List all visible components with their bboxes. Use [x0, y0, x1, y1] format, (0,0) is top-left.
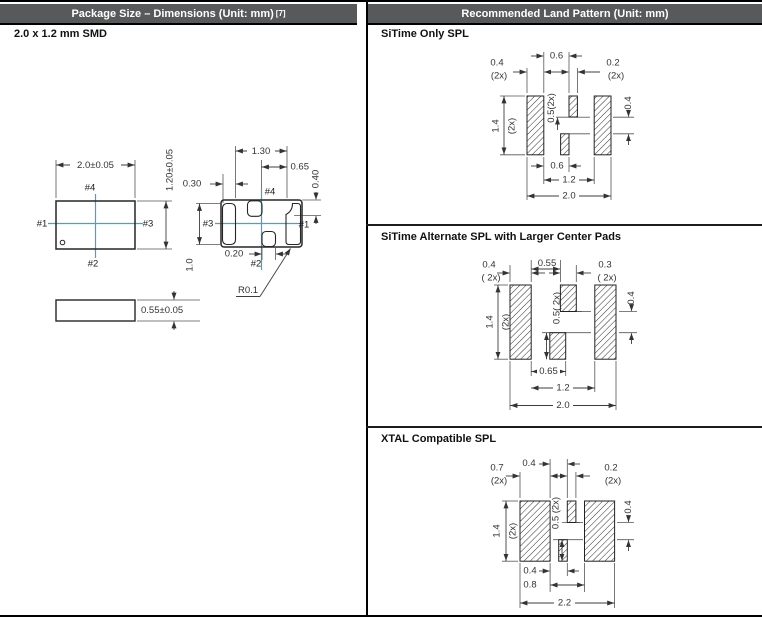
top-view-pin-bottom: #2	[87, 258, 99, 270]
p1-center-pad-width-dim: 0.2	[606, 57, 620, 69]
p3-inner-pitch-dim: 0.8	[523, 579, 537, 591]
p2-inner-span-dim: 1.2	[556, 382, 570, 394]
package-bottom-view	[183, 146, 322, 297]
top-view-pin-top: #4	[84, 182, 96, 194]
p3-bottom-offset-dim: 0.4	[523, 565, 537, 577]
land-pattern-drawings	[368, 42, 762, 617]
bottom-view-center-pad-width-dim: 0.20	[224, 248, 244, 260]
p2-pad-height-qty: (2x)	[500, 313, 512, 331]
left-column-header	[0, 4, 357, 25]
p2-center-pad-height-dim: 0.5( 2x)	[551, 291, 563, 325]
p1-outer-pad-width-qty: (2x)	[490, 70, 508, 82]
bottom-view-side-pad-width-dim: 0.30	[182, 178, 202, 190]
bottom-view-pin-top: #4	[264, 186, 276, 198]
left-header-footnote: [7]	[275, 9, 286, 18]
p2-pad-height-dim: 1.4	[484, 315, 496, 329]
bottom-view-pin-right: #1	[298, 219, 310, 231]
p2-outer-pad-width-dim: 0.4	[482, 259, 496, 271]
pad-4	[248, 201, 263, 217]
p1-bottom-offset-dim: 0.6	[550, 160, 564, 172]
p2-bottom-offset-dim: 0.65	[539, 366, 558, 377]
p3-top-offset-dim: 0.4	[522, 458, 536, 469]
top-view-width-dim: 2.0±0.05	[77, 159, 114, 171]
top-view-pin-right: #3	[142, 218, 154, 230]
p3-outer-pad-width-dim: 0.7	[490, 462, 504, 474]
bottom-view-side-pad-length-dim: 1.0	[184, 258, 196, 272]
land-pattern-1	[490, 51, 634, 202]
side-view-thickness-dim: 0.55±0.05	[141, 305, 184, 316]
p1-inner-span-dim: 1.2	[562, 174, 576, 186]
package-side-view	[56, 291, 200, 330]
p1-center-pad-width-qty: (2x)	[607, 70, 625, 82]
p1-center-pad-height-dim: 0.5(2x)	[546, 93, 557, 123]
pad-2	[262, 232, 276, 247]
land-pattern-3	[490, 458, 634, 609]
package-dimension-drawing	[0, 122, 367, 362]
p3-pad-height-qty: (2x)	[507, 522, 519, 540]
package-top-view	[37, 149, 176, 270]
right-header-title: Recommended Land Pattern (Unit: mm)	[461, 7, 669, 20]
left-header-title: Package Size – Dimensions (Unit: mm)	[71, 7, 274, 20]
p1-top-offset-dim: 0.6	[549, 50, 564, 62]
p1-pad-height-dim: 1.4	[490, 119, 502, 133]
top-view-pin-left: #1	[36, 218, 48, 230]
p3-center-pad-width-dim: 0.2	[604, 462, 618, 474]
p1-center-gap-dim: 0.4	[623, 96, 634, 110]
package-size-label: 2.0 x 1.2 mm SMD	[14, 28, 107, 40]
p2-center-pad-width-qty: ( 2x)	[597, 272, 617, 284]
land-pattern-title-1: SiTime Only SPL	[381, 28, 469, 40]
top-view-height-dim: 1.20±0.05	[164, 148, 176, 192]
right-column-header	[368, 4, 762, 25]
p3-center-pad-width-qty: (2x)	[604, 475, 622, 487]
p2-center-pad-width-dim: 0.3	[598, 259, 612, 271]
bottom-view-pin-left: #3	[202, 218, 214, 230]
p2-total-width-dim: 2.0	[556, 400, 570, 411]
p3-pad-height-dim: 1.4	[491, 524, 503, 538]
p2-center-gap-dim: 0.4	[626, 291, 637, 305]
bottom-view-corner-radius-dim: R0.1	[237, 285, 259, 296]
p3-center-pad-height-dim: 0.5 (2x)	[550, 496, 562, 530]
bottom-view-pad-span-dim: 1.30	[251, 145, 271, 157]
p3-outer-pad-width-qty: (2x)	[490, 475, 508, 487]
bottom-view-pin-bottom: #2	[250, 258, 262, 270]
p2-top-offset-dim: 0.55	[537, 258, 557, 269]
p1-pad-height-qty: (2x)	[506, 117, 518, 135]
p1-total-width-dim: 2.0	[562, 190, 576, 202]
p3-center-gap-dim: 0.4	[623, 500, 634, 514]
land-pattern-title-3: XTAL Compatible SPL	[381, 433, 497, 445]
land-pattern-title-2: SiTime Alternate SPL with Larger Center Pads	[381, 231, 622, 243]
bottom-view-center-to-pad-dim: 0.65	[290, 161, 309, 173]
bottom-view-corner-pad-dim: 0.40	[310, 169, 322, 189]
p3-total-width-dim: 2.2	[557, 597, 572, 609]
p1-outer-pad-width-dim: 0.4	[490, 57, 504, 69]
p2-outer-pad-width-qty: ( 2x)	[481, 272, 501, 284]
land-pattern-2	[482, 258, 638, 411]
